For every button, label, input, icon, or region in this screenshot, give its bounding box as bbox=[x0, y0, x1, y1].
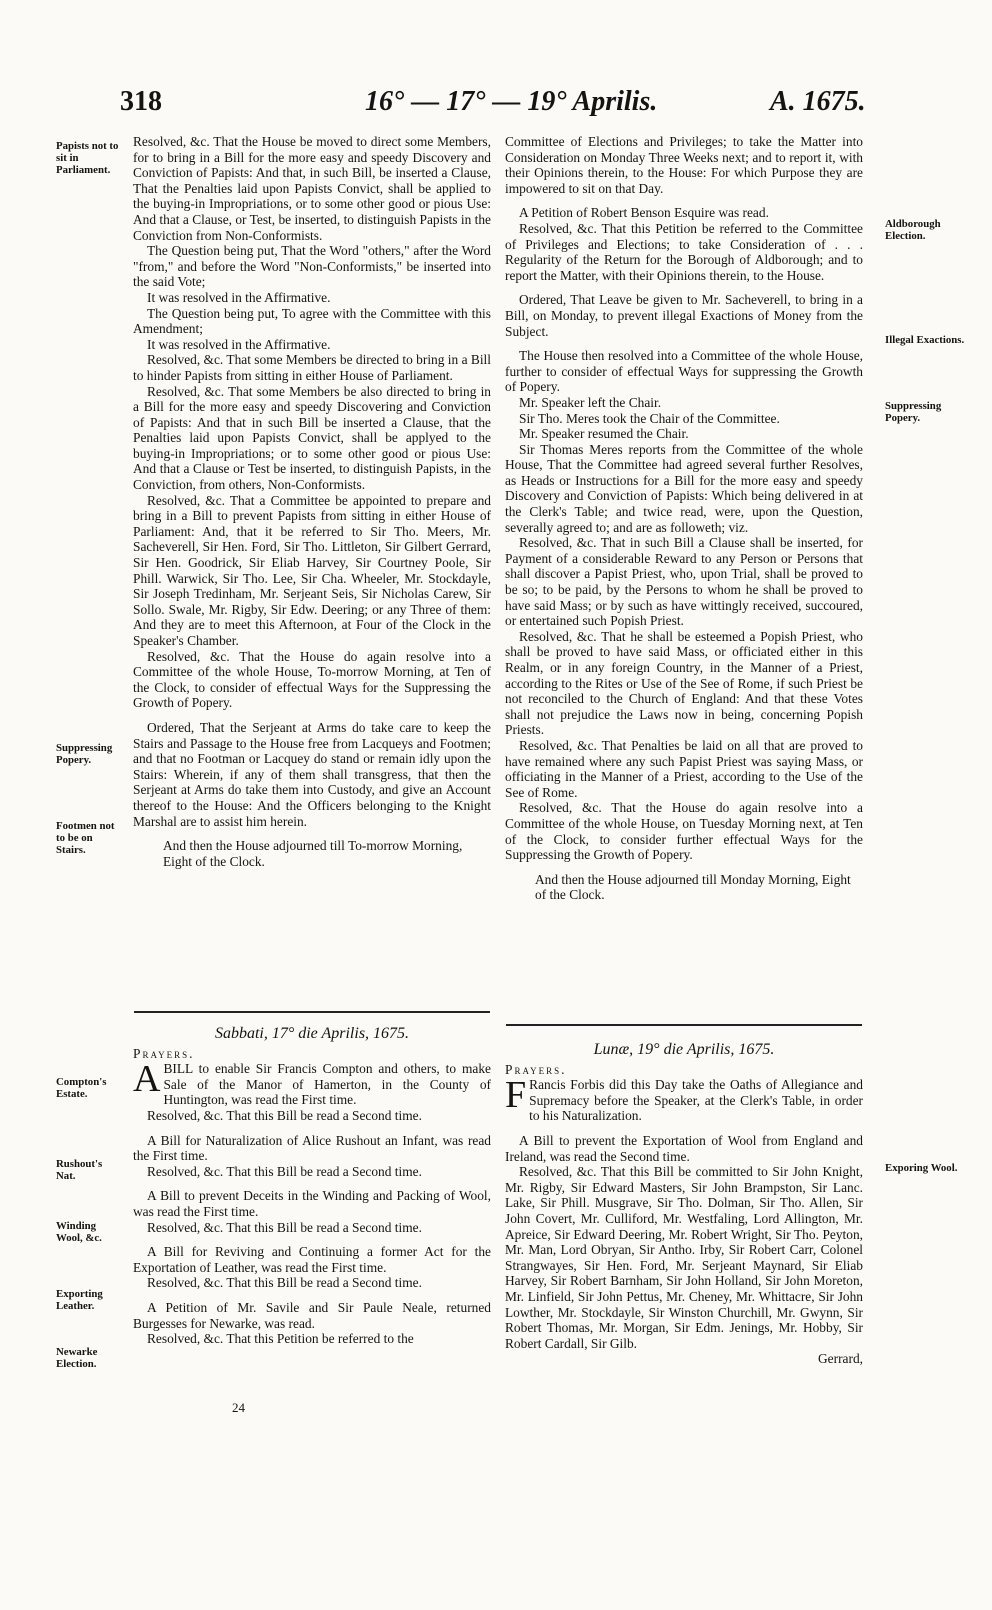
petition-paragraph: A Petition of Mr. Savile and Sir Paule Neale, returned Burgesses for Newarke, was read. bbox=[133, 1299, 491, 1331]
question-paragraph: The Question being put, That the Word "others," after the Word "from," and before the Word "Non-Conformists," be inserted into the said Vote; bbox=[133, 243, 491, 290]
margin-note-aldborough: Aldborough Election. bbox=[885, 218, 941, 242]
margin-note-newarke: Newarke Election. bbox=[56, 1346, 98, 1370]
section-divider-left bbox=[134, 1011, 490, 1013]
resolution-paragraph: Resolved, &c. That some Members be also directed to bring in a Bill for the more easy and speedy Discovering and Conviction of Papists: And that in such Bill be inserted a Clause, that the Penalties laid upon Papists Convict, shall be applyed to the buying-in Impropriations; or to some other good or pious Use: And that a Clause or Test be inserted, to distinguish Papists, in the Conviction, from others, Non-Conformists. bbox=[133, 383, 491, 493]
report-paragraph: Sir Thomas Meres reports from the Committee of the whole House, That the Committee had agreed several further Resolves, as Heads or Instructions for a Bill for the more easy and speedy Discovery and Conviction of Papists: Which being delivered in at the Clerk's Table; and twice read, were, upon the Question, severally agreed to; and are as followeth; viz. bbox=[505, 441, 863, 535]
catchword: Gerrard, bbox=[818, 1351, 863, 1367]
drop-cap: A bbox=[133, 1058, 161, 1101]
margin-note-winding: Winding Wool, &c. bbox=[56, 1220, 102, 1244]
bill-paragraph: A Bill for Reviving and Continuing a former Act for the Exportation of Leather, was read the First time. bbox=[133, 1244, 491, 1275]
left-column-lower bbox=[133, 1026, 491, 1347]
section-divider-right bbox=[506, 1024, 862, 1026]
resolution-paragraph: Resolved, &c. That he shall be esteemed a Popish Priest, who shall be proved to have said Mass, or officiated either in this Realm, or in any foreign Country, in the Manner of a Priest, according to the Rites or Use of the See of Rome, if such Priest be not reconciled to the Church of England: And that these Votes shall not prejudice the Laws now in being, concerning Popish Priests. bbox=[505, 628, 863, 738]
affirmative-paragraph: It was resolved in the Affirmative. bbox=[147, 289, 331, 305]
margin-note-papists: Papists not to sit in Parliament. bbox=[56, 140, 119, 176]
prayers-label: Prayers. bbox=[133, 1045, 195, 1061]
right-column-upper bbox=[505, 134, 863, 903]
question-paragraph: The Question being put, To agree with the Committee with this Amendment; bbox=[133, 305, 491, 337]
resolution-paragraph: Resolved, &c. That the House do again resolve into a Committee of the whole House, on Tuesday Morning next, at Ten of the Clock, to consider further effectual Ways for the Suppressing the Growth of Popery. bbox=[505, 800, 863, 863]
resolution-paragraph: Resolved, &c. That in such Bill a Clause shall be inserted, for Payment of a considerable Reward to any Person or Persons that shall discover a Papist Priest, who, upon Trial, shall be proved to be so; to be paid, by the Persons to whom he shall be proved to have said Mass; or by such as have wittingly received, succoured, or entertained such Popish Priest. bbox=[505, 535, 863, 629]
margin-note-exporing-wool: Exporing Wool. bbox=[885, 1162, 958, 1174]
resolution-paragraph: Resolved, &c. That Penalties be laid on all that are proved to have remained where any such Papist Priest was saying Mass, or officiating in the Manner of a Priest, according to the Use of the See of Rome. bbox=[505, 737, 863, 800]
margin-note-illegal: Illegal Exactions. bbox=[885, 334, 965, 346]
margin-note-compton: Compton's Estate. bbox=[56, 1076, 107, 1100]
margin-note-footmen: Footmen not to be on Stairs. bbox=[56, 820, 115, 856]
bill-paragraph: A Bill for Naturalization of Alice Rushout an Infant, was read the First time. bbox=[133, 1132, 491, 1164]
committee-paragraph: The House then resolved into a Committee of the whole House, further to consider of effectual Ways for suppressing the Growth of Popery. bbox=[505, 348, 863, 395]
affirmative-paragraph: It was resolved in the Affirmative. bbox=[147, 336, 331, 352]
resolution-paragraph: Resolved, &c. That this Bill be committed to Sir John Knight, Mr. Rigby, Sir Edward Masters, Sir John Brampston, Sir Lanc. Lake, Sir Phill. Musgrave, Sir Tho. Dolman, Sir Tho. Allen, Sir John Covert, Mr. Culliford, Mr. Westfaling, Lord Allington, Mr. Apreice, Sir Edward Deering, Mr. Robert Wright, Sir Tho. Peyton, Mr. Man, Lord Obryan, Sir Antho. Irby, Sir Robert Carr, Colonel Strangwayes, Sir Hen. Ford, Mr. Serjeant Maynard, Sir Eliab Harvey, Sir Robert Barnham, Sir John Holland, Sir John Moreton, Mr. Linfield, Sir John Pettus, Mr. Cheney, Mr. Whittacre, Sir John Lowther, Mr. Stockdayle, Sir Winston Churchill, Mr. Gwynn, Sir Robert Thomas, Mr. Morgan, Sir Edm. Jenings, Mr. Hobby, Sir Robert Cardall, Sir Gilb. bbox=[505, 1164, 863, 1351]
resolution-paragraph: Resolved, &c. That this Bill be read a Second time. bbox=[147, 1163, 422, 1179]
margin-note-suppressing-right: Suppressing Popery. bbox=[885, 400, 942, 424]
resolution-paragraph: Resolved, &c. That the House be moved to direct some Members, for to bring in a Bill for the more easy and speedy Discovery and Conviction of Papists: And that, in such Bill, be inserted a Clause, That the Penalties laid upon Papists Convict, shall be applied to the buying-in Impropriations, or to some other good or pious Use: And that a Clause, or Test, be inserted, to distinguish Papists in the Conviction from Non-Conformists. bbox=[133, 134, 491, 243]
petition-paragraph: A Petition of Robert Benson Esquire was read. bbox=[519, 205, 769, 221]
margin-note-rushout: Rushout's Nat. bbox=[56, 1158, 103, 1182]
margin-note-leather: Exporting Leather. bbox=[56, 1288, 103, 1312]
resolution-paragraph: Resolved, &c. That this Bill be read a Second time. bbox=[147, 1219, 422, 1235]
signature-mark: 24 bbox=[232, 1400, 245, 1415]
sitting-heading: Sabbati, 17° die Aprilis, 1675. bbox=[214, 1025, 410, 1042]
resolution-paragraph: Resolved, &c. That the House do again resolve into a Committee of the whole House, To-morrow Morning, at Ten of the Clock, to consider of effectual Ways for the Suppressing the Growth of Popery. bbox=[133, 648, 491, 711]
drop-cap: F bbox=[505, 1074, 527, 1117]
chair-paragraph: Mr. Speaker left the Chair. bbox=[519, 394, 662, 410]
bill-paragraph: A Bill to prevent Deceits in the Winding and Packing of Wool, was read the First time. bbox=[133, 1188, 491, 1219]
page-number: 318 bbox=[120, 86, 162, 117]
order-paragraph: Ordered, That Leave be given to Mr. Sacheverell, to bring in a Bill, on Monday, to prevent illegal Exactions of Money from the Subject. bbox=[505, 292, 863, 339]
left-column-upper bbox=[133, 134, 491, 869]
chair-paragraph: Mr. Speaker resumed the Chair. bbox=[519, 426, 689, 442]
adjournment-paragraph: And then the House adjourned till To-morrow Morning, Eight of the Clock. bbox=[163, 838, 463, 869]
resolution-paragraph: Resolved, &c. That a Committee be appointed to prepare and bring in a Bill to prevent Papists from sitting in either House of Parliament: And, that it be referred to Sir Tho. Meers, Mr. Sacheverell, Sir Hen. Ford, Sir Tho. Littleton, Sir Gilbert Gerrard, Sir Hen. Goodrick, Sir Eliab Harvey, Sir Courtney Poole, Sir Phill. Warwick, Sir Tho. Lee, Sir Cha. Wheeler, Mr. Stockdayle, Sir Joseph Tredinham, Mr. Serjeant Seis, Sir Nicholas Carew, Sir Sollo. Swale, Mr. Rigby, Sir Edw. Deering; or any Three of them: And they are to meet this Afternoon, at Four of the Clock in the Speaker's Chamber. bbox=[133, 492, 491, 648]
right-column-lower bbox=[505, 1042, 863, 1367]
prayers-label: Prayers. bbox=[505, 1061, 567, 1077]
continuation-paragraph: Committee of Elections and Privileges; to take the Matter into Consideration on Monday Three Weeks next; and to report it, with their Opinions therein, to the House: For which Purpose they are impowered to sit on that Day. bbox=[505, 134, 863, 196]
resolution-paragraph: Resolved, &c. That some Members be directed to bring in a Bill to hinder Papists from sitting in either House of Parliament. bbox=[133, 352, 491, 383]
oath-paragraph bbox=[505, 1074, 863, 1124]
bill-text: BILL to enable Sir Francis Compton and others, to make Sale of the Manor of Hamerton, in the County of Huntington, was read the First time. bbox=[163, 1061, 491, 1108]
adjournment-paragraph: And then the House adjourned till Monday Morning, Eight of the Clock. bbox=[535, 871, 851, 903]
page-year: A. 1675. bbox=[770, 86, 866, 117]
bill-paragraph bbox=[133, 1058, 491, 1108]
chair-paragraph: Sir Tho. Meres took the Chair of the Committee. bbox=[519, 410, 780, 426]
page-dates: 16° — 17° — 19° Aprilis. bbox=[365, 86, 658, 117]
resolution-paragraph: Resolved, &c. That this Petition be referred to the bbox=[147, 1331, 414, 1347]
bill-paragraph: A Bill to prevent the Exportation of Wool from England and Ireland, was read the Second time. bbox=[505, 1132, 863, 1164]
order-paragraph: Ordered, That the Serjeant at Arms do take care to keep the Stairs and Passage to the House free from Lacqueys and Footmen; and that no Footman or Lacquey do stand or remain idly upon the Stairs: Wherein, if any of them shall transgress, that then the Serjeant at Arms do take them into Custody, and give an Account thereof to the House: And the Officers belonging to the Knight Marshal are to assist him herein. bbox=[133, 719, 491, 829]
resolution-paragraph: Resolved, &c. That this Petition be referred to the Committee of Privileges and Elections; to take Consideration of . . . Regularity of the Return for the Borough of Aldborough; and to report the Matter, with their Opinions therein, to the House. bbox=[505, 220, 863, 283]
oath-text: Rancis Forbis did this Day take the Oaths of Allegiance and Supremacy before the Speaker, at the Clerk's Table, in order to his Naturalization. bbox=[529, 1077, 863, 1124]
margin-note-suppressing-popery: Suppressing Popery. bbox=[56, 742, 113, 766]
resolution-paragraph: Resolved, &c. That this Bill be read a Second time. bbox=[147, 1107, 422, 1123]
resolution-paragraph: Resolved, &c. That this Bill be read a Second time. bbox=[147, 1275, 422, 1291]
sitting-heading: Lunæ, 19° die Aprilis, 1675. bbox=[593, 1041, 775, 1058]
